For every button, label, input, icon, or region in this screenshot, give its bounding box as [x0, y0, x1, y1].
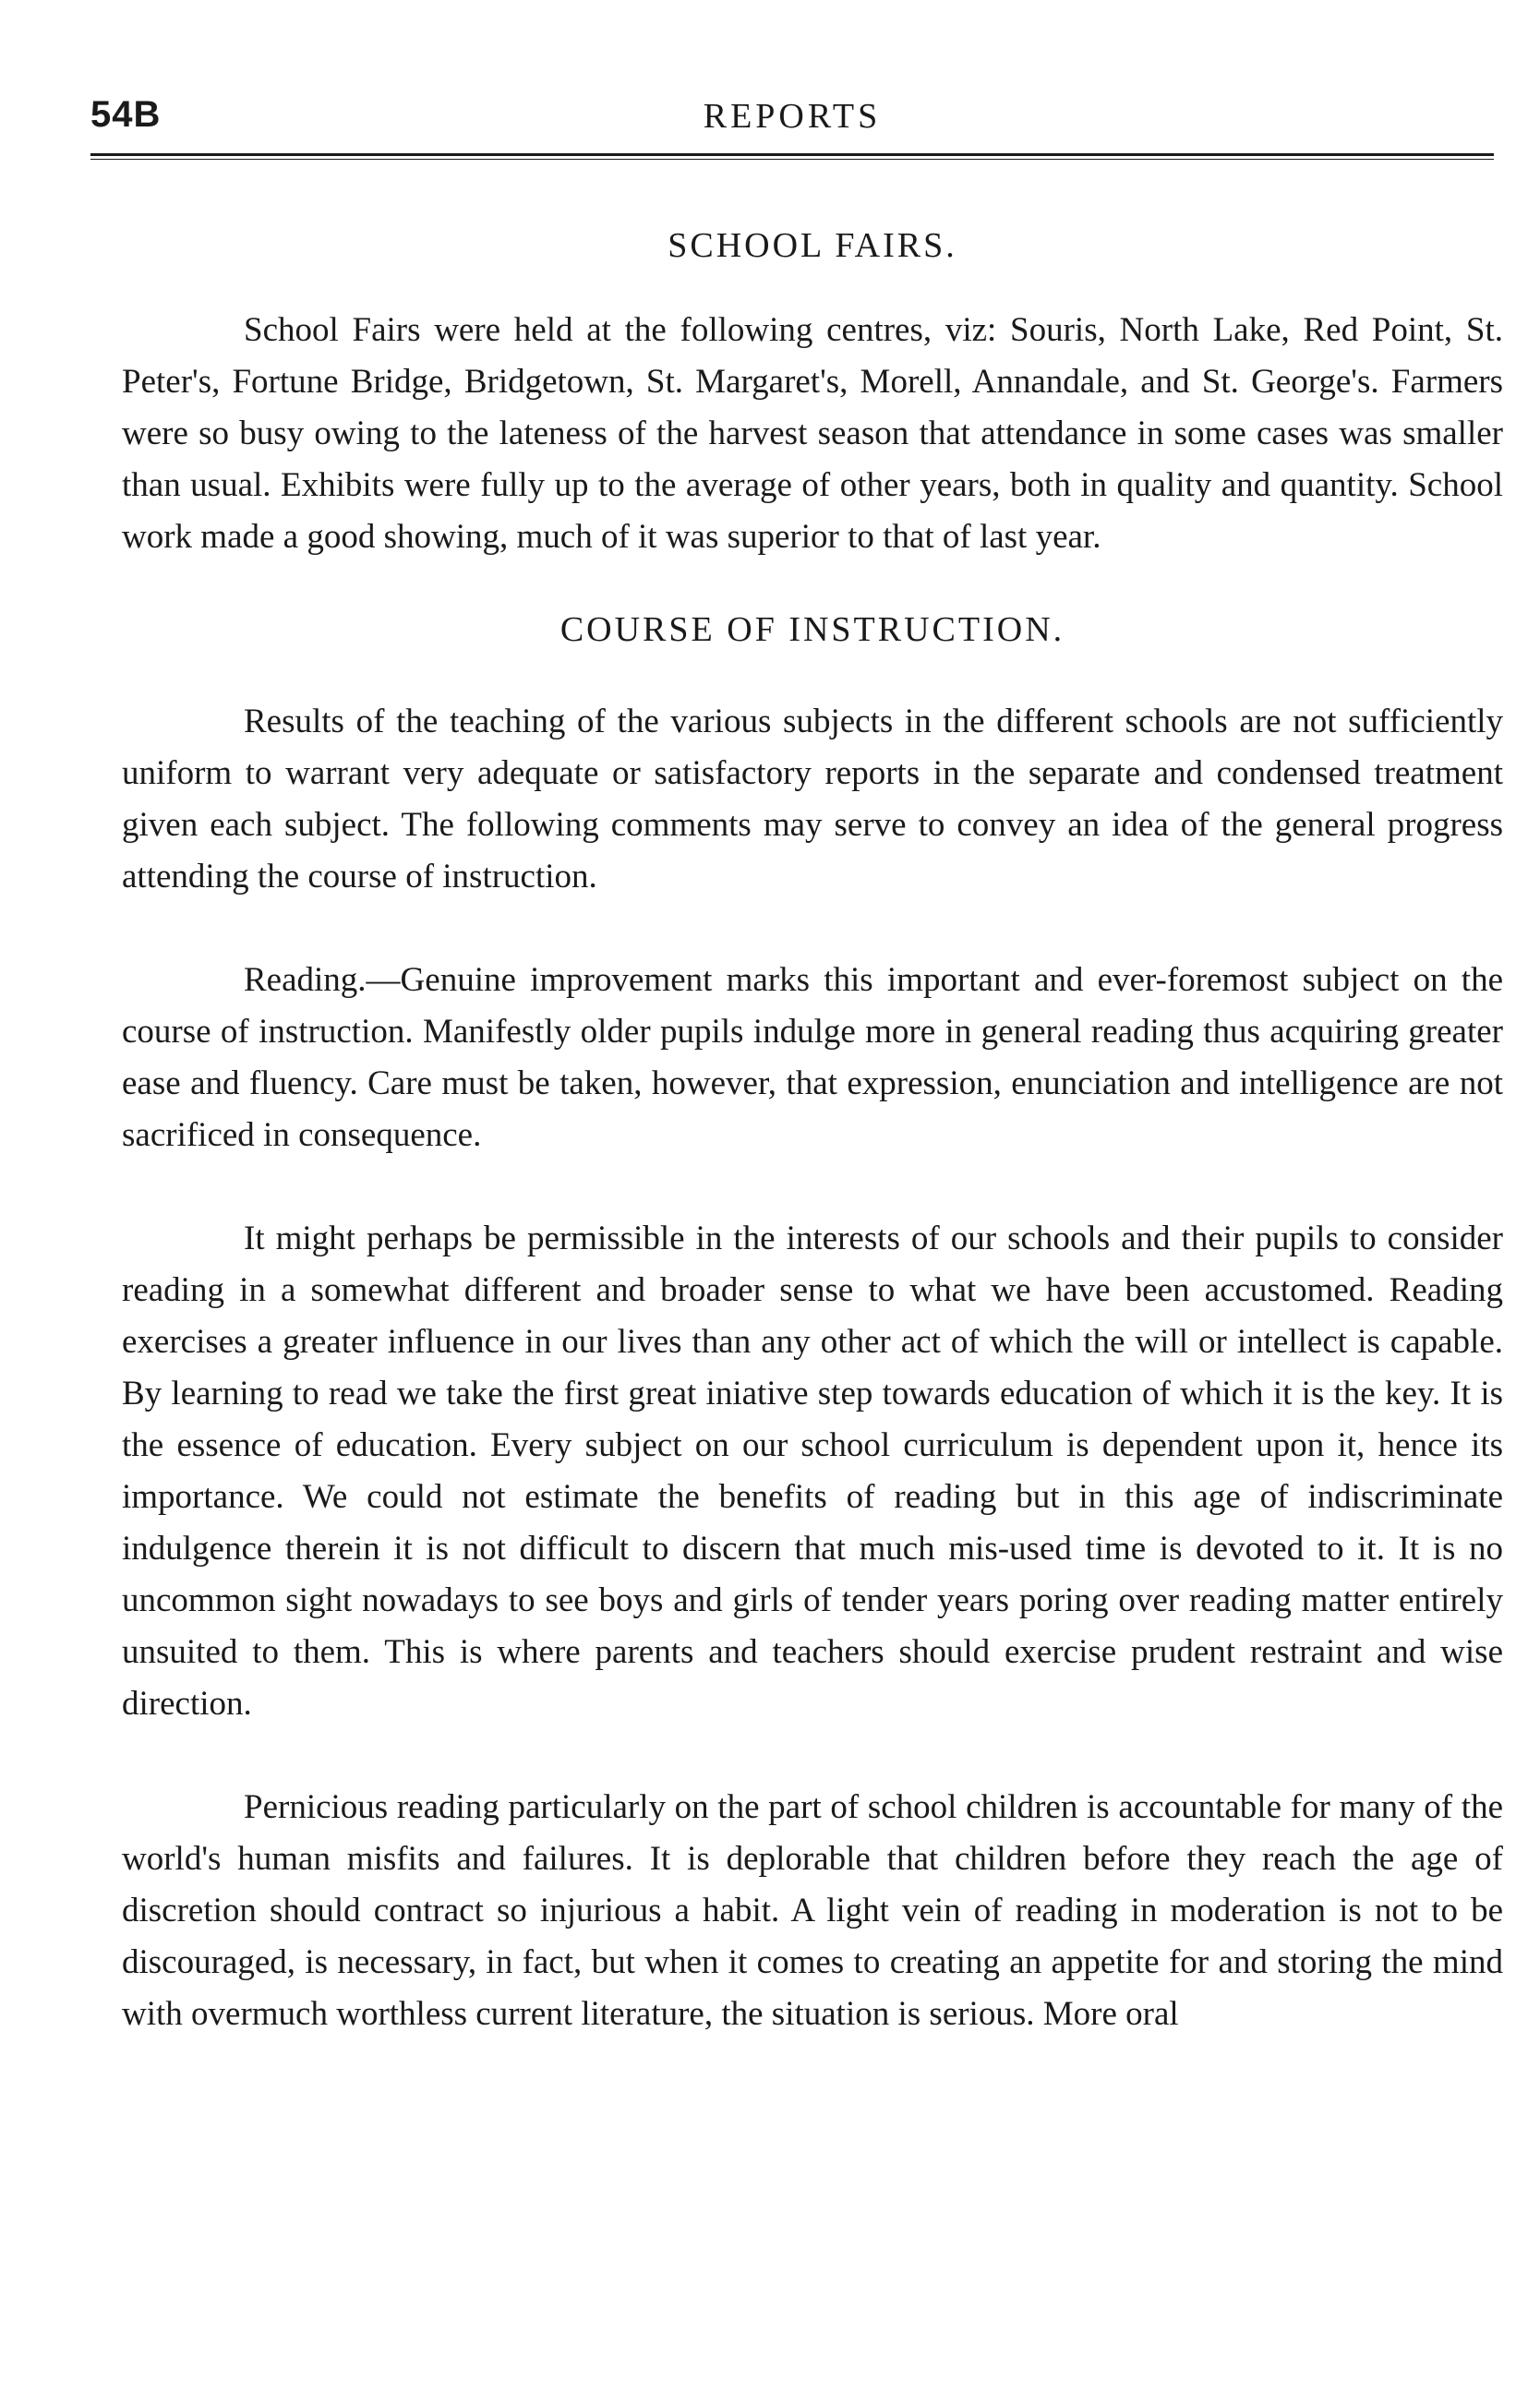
paragraph-spacer [122, 1730, 1503, 1782]
paragraph-reading-broader-sense: It might perhaps be permissible in the interests of our schools and their pupils to consider reading in a somewhat different and broader sense to what we have been accustomed. Reading exercises a greater influence in our lives than any other act of which the will or intellect is capable. By learning to read we take the first great iniative step towards education of which it is the key. It is the essence of education. Every subject on our school curriculum is dependent upon it, hence its importance. We could not estimate the benefits of reading but in this age of indiscriminate indulgence therein it is not difficult to discern that much mis-used time is devoted to it. It is no uncommon sight nowadays to see boys and girls of tender years poring over reading matter entirely unsuited to them. This is where parents and teachers should exercise prudent restraint and wise direction. [122, 1220, 1503, 1723]
running-title: REPORTS [703, 97, 882, 136]
header-rule [90, 153, 1494, 160]
paragraph-course-intro: Results of the teaching of the various subjects in the different schools are not sufficiently uniform to warrant very adequate or satisfactory reports in the separate and condensed treatment given each subject. The following comments may serve to convey an idea of the general progress attending the course of instruction. [122, 703, 1503, 895]
paragraph-pernicious-reading: Pernicious reading particularly on the part of school children is accountable for many of the world's human misfits and failures. It is deplorable that children before they reach the age of discretion should contract so injurious a habit. A light vein of reading in moderation is not to be discouraged, is necessary, in fact, but when it comes to creating an appetite for and storing the mind with overmuch worthless current literature, the situation is serious. More oral [122, 1788, 1503, 2033]
paragraph-reading: Reading.—Genuine improvement marks this important and ever-foremost subject on the course of instruction. Manifestly older pupils indulge more in general reading thus acquiring greater ease and fluency. Care must be taken, however, that expression, enunciation and intelligence are not sacrificed in consequence. [122, 961, 1503, 1154]
paragraph-school-fairs: School Fairs were held at the following centres, viz: Souris, North Lake, Red Point, St. Peter's, Fortune Bridge, Bridgetown, St. Margaret's, Morell, Annandale, and St. George's. Farmers were so busy owing to the lateness of the harvest season that attendance in some cases was smaller than usual. Exhibits were fully up to the average of other years, both in quality and quantity. School work made a good showing, much of it was superior to that of last year. [122, 311, 1503, 556]
section-heading-course-of-instruction: COURSE OF INSTRUCTION. [559, 610, 1065, 649]
page-number: 54B [90, 94, 162, 135]
running-header [90, 94, 1494, 150]
paragraph-spacer [122, 1161, 1503, 1213]
section-heading-school-fairs: SCHOOL FAIRS. [668, 226, 957, 265]
page-body [122, 222, 1503, 2040]
paragraph-spacer [122, 903, 1503, 955]
